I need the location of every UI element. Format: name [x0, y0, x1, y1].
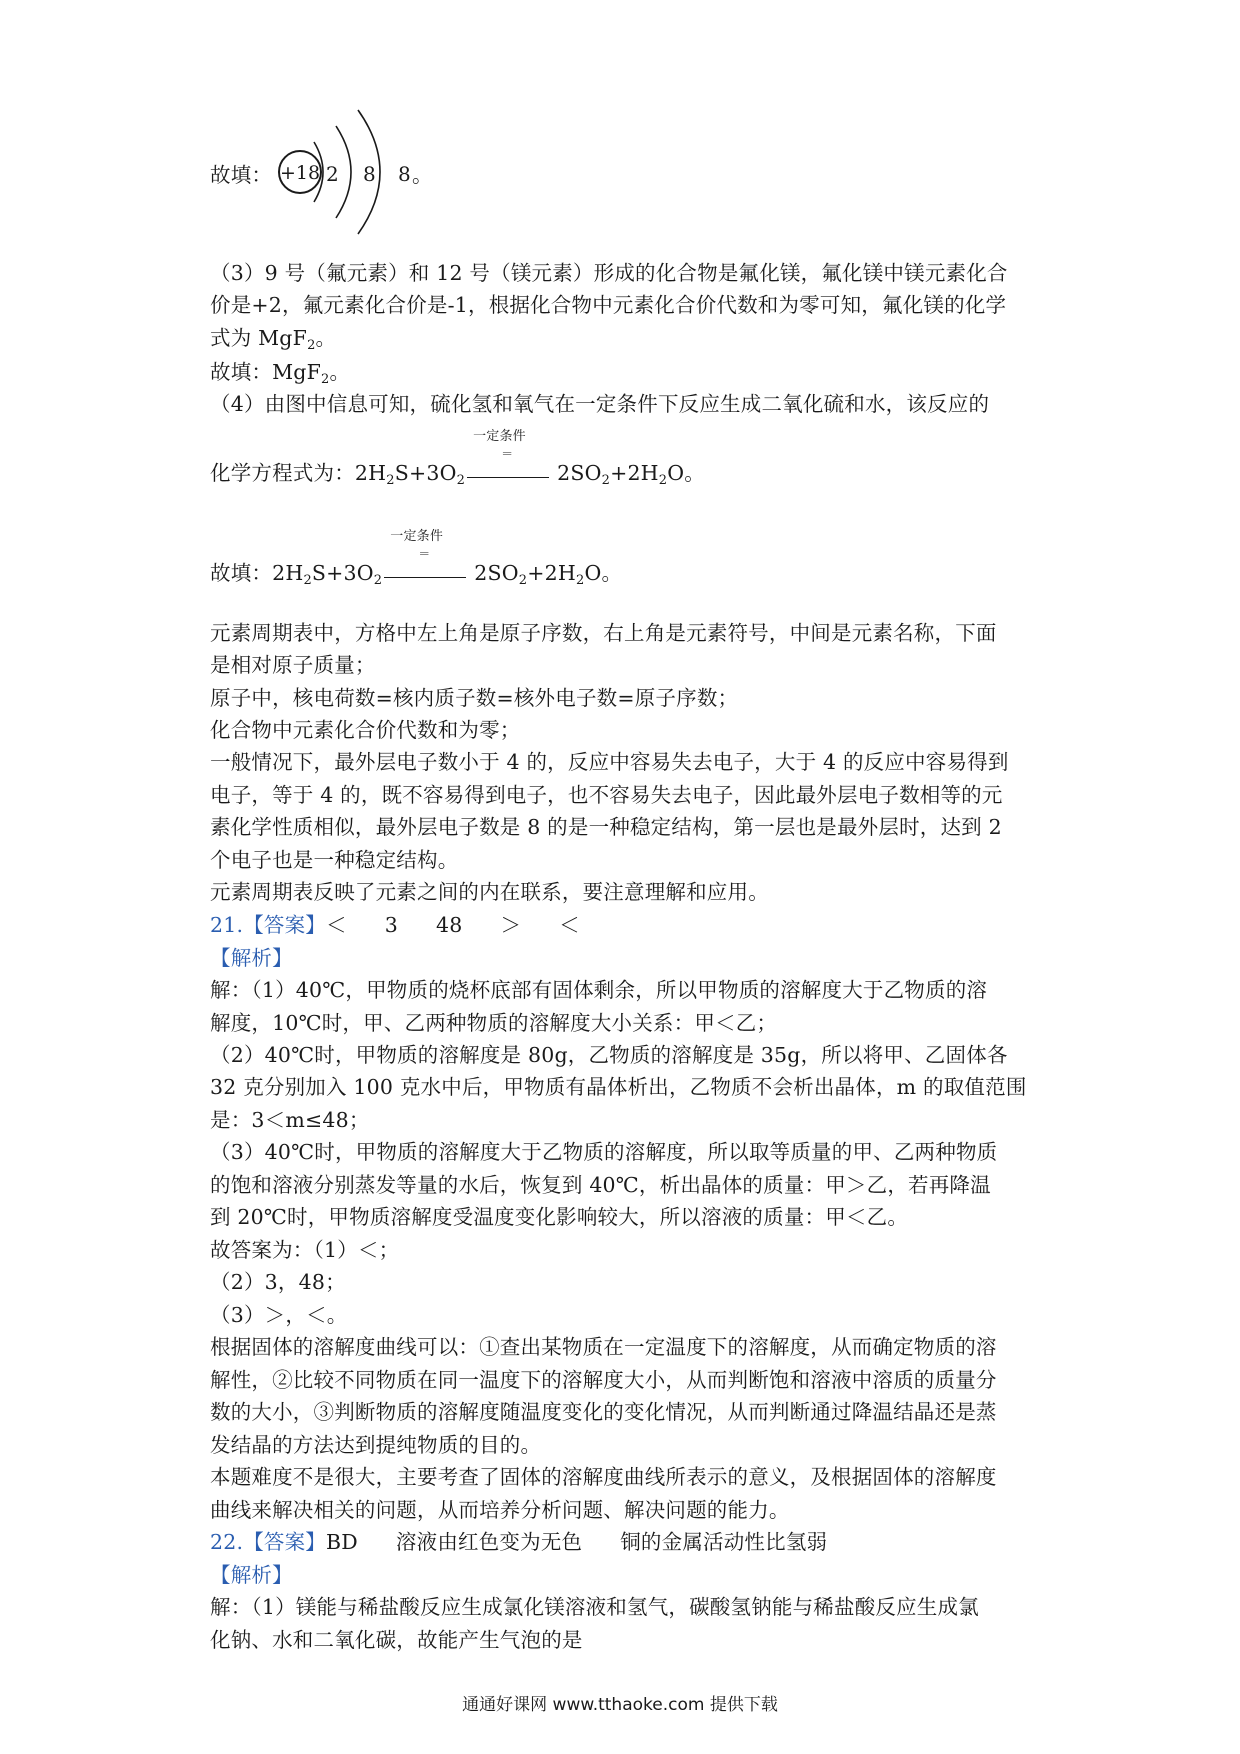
atom-tail: 。 [412, 163, 433, 187]
eq-sub: 2 [601, 473, 611, 488]
eq-part: O [667, 461, 685, 485]
analysis20-line: 是相对原子质量； [210, 653, 376, 677]
condition-eq-sign: ＝ [418, 547, 431, 561]
q21-body-line: （2）40℃时，甲物质的溶解度是 80g，乙物质的溶解度是 35g，所以将甲、乙固体各 [210, 1043, 1008, 1067]
condition-bar [384, 577, 466, 578]
analysis20-line: 素化学性质相似，最外层电子数是 8 的是一种稳定结构，第一层也是最外层时，达到 2 [210, 815, 1002, 839]
q3-formula-post: 。 [315, 326, 337, 350]
q4-line-1: （4）由图中信息可知，硫化氢和氧气在一定条件下反应生成二氧化硫和水，该反应的 [210, 392, 990, 416]
eq-sub: 2 [303, 573, 312, 588]
q21-body-line: （3）40℃时，甲物质的溶解度大于乙物质的溶解度，所以取等质量的甲、乙两种物质 [210, 1140, 998, 1164]
q21-body-line: 解性，②比较不同物质在同一温度下的溶解度大小，从而判断饱和溶液中溶质的质量分 [210, 1368, 997, 1392]
eq-part: 2SO [474, 561, 519, 585]
q22-body-line: 解：（1）镁能与稀盐酸反应生成氯化镁溶液和氢气，碳酸氢钠能与稀盐酸反应生成氯 [210, 1595, 979, 1619]
atom-answer-line [210, 165, 272, 186]
analysis20-line: 电子，等于 4 的，既不容易得到电子，也不容易失去电子，因此最外层电子数相等的元 [210, 783, 1003, 807]
q3-fill-pre: 故填：MgF [210, 360, 322, 384]
q3-formula-pre: 式为 MgF [210, 326, 308, 350]
q22-answer-line [210, 1532, 827, 1553]
q22-answer: BD [326, 1530, 358, 1554]
analysis20-line: 个电子也是一种稳定结构。 [210, 848, 459, 872]
q21-answer: ＜ [559, 913, 580, 937]
condition-eq-sign: ＝ [501, 447, 514, 461]
page-footer: 通通好课网 www.tthaoke.com 提供下载 [462, 1695, 778, 1715]
q4-eq-lead: 化学方程式为： [210, 461, 355, 485]
q21-body-line: 根据固体的溶解度曲线可以：①查出某物质在一定温度下的溶解度，从而确定物质的溶 [210, 1335, 997, 1359]
eq-sub: 2 [373, 573, 383, 588]
q21-body-line: （2）3，48； [210, 1270, 346, 1294]
eq-sub: 2 [386, 473, 395, 488]
atom-structure-diagram [274, 96, 434, 248]
q21-body-line: 解：（1）40℃，甲物质的烧杯底部有固体剩余，所以甲物质的溶解度大于乙物质的溶 [210, 978, 988, 1002]
q21-answer: ＜ [326, 913, 347, 937]
q21-analysis-label: 【解析】 [210, 946, 293, 970]
q3-fill-sub: 2 [321, 372, 330, 387]
q21-answer: 3 [384, 913, 398, 937]
q21-body-line: 到 20℃时，甲物质溶解度受温度变化影响较大，所以溶液的质量：甲＜乙。 [210, 1205, 909, 1229]
analysis20-line: 一般情况下，最外层电子数小于 4 的，反应中容易失去电子，大于 4 的反应中容易得到 [210, 750, 1009, 774]
q3-formula-sub: 2 [307, 338, 316, 353]
eq-sub: 2 [575, 573, 585, 588]
q21-body-line: 发结晶的方法达到提纯物质的目的。 [210, 1433, 542, 1457]
eq-sub: 2 [518, 573, 528, 588]
q4-fill-line [210, 529, 623, 588]
q21-body-line: 的饱和溶液分别蒸发等量的水后，恢复到 40℃，析出晶体的质量：甲＞乙，若再降温 [210, 1173, 991, 1197]
eq-part: S+3O [394, 461, 457, 485]
shell-2-electrons: 8 [363, 162, 376, 186]
q21-body-line: （3）＞，＜。 [210, 1303, 348, 1327]
q22-answer: 铜的金属活动性比氢弱 [620, 1530, 828, 1554]
q21-body-line: 故答案为：（1）＜； [210, 1238, 400, 1262]
analysis20-line: 原子中，核电荷数=核内质子数=核外电子数=原子序数； [210, 686, 739, 710]
eq-end: 。 [684, 461, 705, 485]
eq-part: 2SO [557, 461, 602, 485]
q3-line-2: 价是+2，氟元素化合价是-1，根据化合物中元素化合价代数和为零可知，氟化镁的化学 [210, 293, 1007, 317]
eq-part: 2H [272, 561, 304, 585]
shell-1-electrons: 2 [326, 162, 339, 186]
q3-fill-line [210, 362, 350, 386]
q21-answer: ＞ [500, 913, 522, 937]
reaction-condition [384, 529, 466, 580]
q21-answer-line [210, 915, 580, 936]
q22-answer-label: 22.【答案】 [210, 1530, 327, 1554]
reaction-condition [467, 429, 549, 480]
q22-answer: 溶液由红色变为无色 [395, 1530, 583, 1554]
condition-text: 一定条件 [473, 429, 526, 444]
eq-sub: 2 [658, 473, 668, 488]
eq-sub: 2 [456, 473, 466, 488]
eq-part: O [584, 561, 602, 585]
eq-part: S+3O [311, 561, 374, 585]
q21-body-line: 本题难度不是很大，主要考查了固体的溶解度曲线所表示的意义，及根据固体的溶解度 [210, 1465, 997, 1489]
q21-body-line: 曲线来解决相关的问题，从而培养分析问题、解决问题的能力。 [210, 1498, 790, 1522]
analysis20-line: 元素周期表反映了元素之间的内在联系，要注意理解和应用。 [210, 880, 769, 904]
q21-body-line: 32 克分别加入 100 克水中后，甲物质有晶体析出，乙物质不会析出晶体，m 的取值范围 [210, 1075, 1027, 1099]
eq-part: +2H [527, 561, 576, 585]
condition-text: 一定条件 [390, 529, 444, 544]
eq-part: 2H [354, 461, 387, 485]
eq-part: +2H [610, 461, 659, 485]
q21-body-line: 是：3＜m≤48； [210, 1108, 370, 1132]
eq-end: 。 [601, 561, 623, 585]
q3-line-3 [210, 328, 336, 352]
q3-fill-post: 。 [329, 360, 351, 384]
q4-fill-lead: 故填： [210, 561, 273, 585]
q21-body-line: 数的大小，③判断物质的溶解度随温度变化的变化情况，从而判断通过降温结晶还是蒸 [210, 1400, 997, 1424]
q4-equation-line [210, 429, 705, 488]
q22-analysis-label: 【解析】 [210, 1563, 293, 1587]
q21-answer: 48 [435, 913, 463, 937]
q21-answer-label: 21.【答案】 [210, 913, 327, 937]
shell-3-electrons: 8 [398, 162, 411, 186]
condition-bar [467, 477, 549, 478]
analysis20-line: 化合物中元素化合价代数和为零； [210, 718, 521, 742]
analysis20-line: 元素周期表中，方格中左上角是原子序数，右上角是元素符号，中间是元素名称，下面 [210, 621, 997, 645]
atom-lead: 故填： [210, 163, 273, 187]
nucleus-charge: +18 [280, 162, 321, 184]
q21-body-line: 解度，10℃时，甲、乙两种物质的溶解度大小关系：甲＜乙； [210, 1011, 778, 1035]
q3-line-1: （3）9 号（氟元素）和 12 号（镁元素）形成的化合物是氟化镁，氟化镁中镁元素化合 [210, 261, 1008, 285]
q22-body-line: 化钠、水和二氧化碳，故能产生气泡的是 [210, 1628, 583, 1652]
